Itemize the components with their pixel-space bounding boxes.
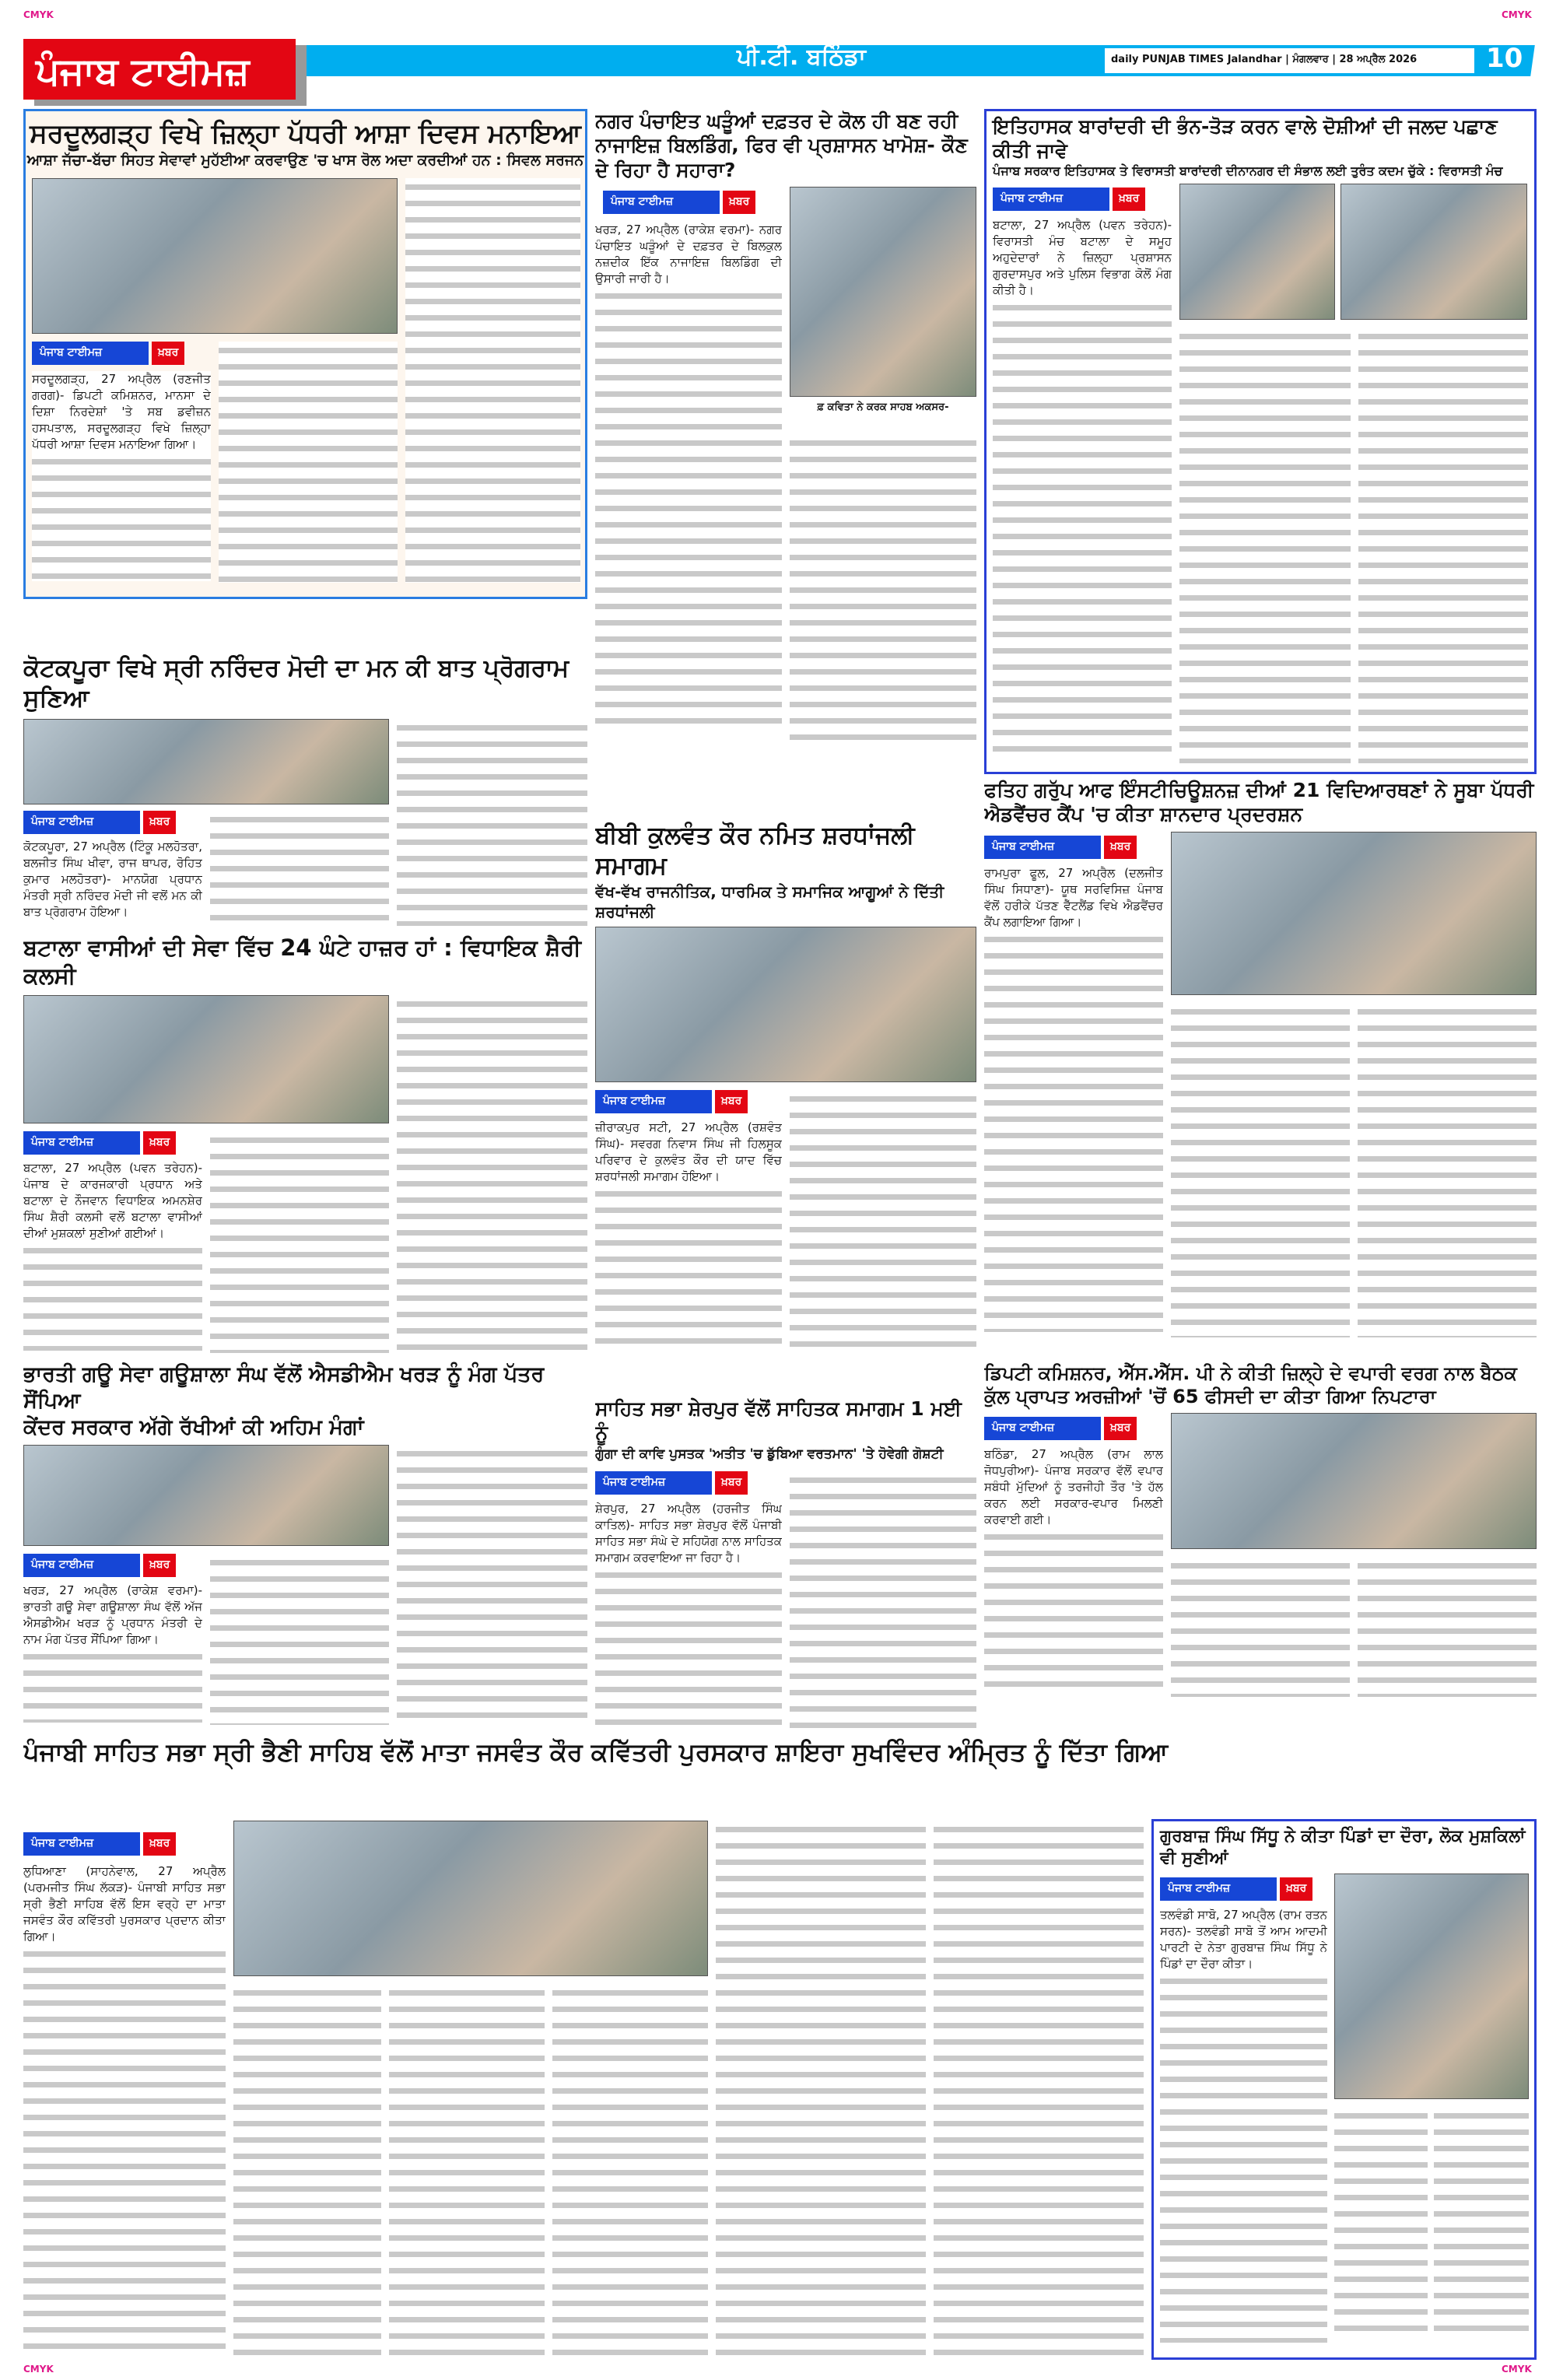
page-number: 10: [1486, 43, 1523, 74]
news-tag: [1160, 1877, 1312, 1901]
tag-label: ਖ਼ਬਰ: [1280, 1877, 1312, 1901]
body-text: [210, 1554, 389, 1725]
news-tag: [993, 188, 1145, 211]
body-text: [1160, 1907, 1327, 2343]
body-text: [219, 342, 398, 583]
cmyk-mark: CMYK: [23, 2364, 54, 2375]
body-text: [23, 1583, 202, 1723]
body-text: [405, 178, 580, 583]
subheadline: ਕੁੱਲ ਪ੍ਰਾਪਤ ਅਰਜ਼ੀਆਂ 'ਚੋਂ 65 ਫੀਸਦੀ ਦਾ ਕੀਤਾ ਗਿਆ ਨਿਪਟਾਰਾ: [984, 1386, 1436, 1407]
article-baradari: [984, 109, 1537, 774]
article-dc-meeting: [984, 1362, 1537, 1731]
headline: ਨਗਰ ਪੰਚਾਇਤ ਘੜੂੰਆਂ ਦਫ਼ਤਰ ਦੇ ਕੋਲ ਹੀ ਬਣ ਰਹੀ ਨਾਜਾਇਜ਼ ਬਿਲਡਿੰਗ, ਫਿਰ ਵੀ ਪ੍ਰਸ਼ਾਸਨ ਖਾਮੋਸ਼- ਕੌਣ ਦੇ ਰਿਹਾ ਹੈ ਸਹਾਰਾ?: [595, 110, 968, 181]
article-sahit-sabha-sherpur: [595, 1397, 976, 1731]
body-text: [233, 1984, 381, 2357]
masthead-logo: ਪੰਜਾਬ ਟਾਈਮਜ਼: [23, 39, 296, 100]
body-text: [210, 1131, 389, 1353]
body-text: [552, 1984, 708, 2357]
photo: [1171, 1413, 1537, 1549]
article-bhaini-sahib: [23, 1817, 1148, 2361]
body-text: [23, 839, 202, 927]
tag-brand: ਪੰਜਾਬ ਟਾਈਮਜ਼: [23, 1131, 140, 1155]
subheadline: ਕੇਂਦਰ ਸਰਕਾਰ ਅੱਗੇ ਰੱਖੀਆਂ ਕੀ ਅਹਿਮ ਮੰਗਾਂ: [23, 1414, 364, 1439]
news-tag: [23, 1832, 176, 1856]
headline: ਗੁਰਬਾਜ਼ ਸਿੰਘ ਸਿੱਧੂ ਨੇ ਕੀਤਾ ਪਿੰਡਾਂ ਦਾ ਦੌਰਾ, ਲੋਕ ਮੁਸ਼ਕਿਲਾਂ ਵੀ ਸੁਣੀਆਂ: [1160, 1827, 1526, 1868]
lead: ਲੁਧਿਆਣਾ (ਸਾਹਨੇਵਾਲ, 27 ਅਪ੍ਰੈਲ (ਪਰਮਜੀਤ ਸਿੰਘ ਲੱਕੜ)- ਪੰਜਾਬੀ ਸਾਹਿਤ ਸਭਾ ਸ੍ਰੀ ਭੈਣੀ ਸਾਹਿਬ ਵੱਲੋਂ ਇਸ ਵਰ੍ਹੇ ਦਾ ਮਾਤਾ ਜਸਵੰਤ ਕੌਰ ਕਵਿੱਤਰੀ ਪੁਰਸਕਾਰ ਪ੍ਰਦਾਨ ਕੀਤਾ ਗਿਆ।: [23, 1864, 226, 1944]
news-tag: [984, 836, 1137, 859]
headline: ਬੀਬੀ ਕੁਲਵੰਤ ਕੌਰ ਨਮਿਤ ਸ਼ਰਧਾਂਜਲੀ ਸਮਾਗਮ: [595, 822, 915, 880]
photo: [1179, 184, 1335, 320]
lead: ਸ਼ੇਰਪੁਰ, 27 ਅਪ੍ਰੈਲ (ਹਰਜੀਤ ਸਿੰਘ ਕਾਤਿਲ)- ਸਾਹਿਤ ਸਭਾ ਸ਼ੇਰਪੁਰ ਵੱਲੋਂ ਪੰਜਾਬੀ ਸਾਹਿਤ ਸਭਾ ਸੰਘੇ ਦੇ ਸਹਿਯੋਗ ਨਾਲ ਸਾਹਿਤਕ ਸਮਾਗਮ ਕਰਵਾਇਆ ਜਾ ਰਿਹਾ ਹੈ।: [595, 1501, 782, 1565]
date: 28 ਅਪ੍ਰੈਲ 2026: [1339, 54, 1418, 65]
lead: ਖਰੜ, 27 ਅਪ੍ਰੈਲ (ਰਾਕੇਸ਼ ਵਰਮਾ)- ਭਾਰਤੀ ਗਊ ਸੇਵਾ ਗਊਸ਼ਾਲਾ ਸੰਘ ਵੱਲੋਂ ਅੱਜ ਐਸਡੀਐਮ ਖਰੜ ਨੂੰ ਪ੍ਰਧਾਨ ਮੰਤਰੀ ਦੇ ਨਾਮ ਮੰਗ ਪੱਤਰ ਸੌਂਪਿਆ ਗਿਆ।: [23, 1583, 202, 1647]
body-text: [595, 1501, 782, 1731]
body-text: [1358, 1557, 1537, 1697]
footer-bar: [0, 2364, 1556, 2380]
news-tag: [32, 342, 184, 365]
headline: ਸਾਹਿਤ ਸਭਾ ਸ਼ੇਰਪੁਰ ਵੱਲੋਂ ਸਾਹਿਤਕ ਸਮਾਗਮ 1 ਮਈ ਨੂੰ: [595, 1397, 962, 1445]
body-text: [397, 1445, 587, 1725]
body-text: [1434, 2107, 1529, 2340]
headline: ਡਿਪਟੀ ਕਮਿਸ਼ਨਰ, ਐੱਸ.ਐੱਸ. ਪੀ ਨੇ ਕੀਤੀ ਜ਼ਿਲ੍ਹੇ ਦੇ ਵਪਾਰੀ ਵਰਗ ਨਾਲ ਬੈਠਕ: [984, 1362, 1517, 1384]
tag-brand: ਪੰਜਾਬ ਟਾਈਮਜ਼: [23, 811, 140, 834]
body-text: [984, 1446, 1163, 1695]
tag-label: ਖ਼ਬਰ: [143, 811, 176, 834]
tag-brand: ਪੰਜਾਬ ਟਾਈਮਜ਼: [32, 342, 149, 365]
cmyk-mark: CMYK: [23, 9, 54, 20]
tag-brand: ਪੰਜਾਬ ਟਾਈਮਜ਼: [984, 1417, 1101, 1440]
body-text: [1358, 1003, 1537, 1337]
tag-brand: ਪੰਜਾਬ ਟਾਈਮਜ਼: [23, 1554, 140, 1577]
tag-label: ਖ਼ਬਰ: [715, 1471, 748, 1495]
body-text: [790, 1471, 976, 1731]
headline: ਭਾਰਤੀ ਗਊ ਸੇਵਾ ਗਊਸ਼ਾਲਾ ਸੰਘ ਵੱਲੋਂ ਐਸਡੀਐਮ ਖਰੜ ਨੂੰ ਮੰਗ ਪੱਤਰ ਸੌਂਪਿਆ: [23, 1362, 545, 1413]
article-illegal-building: [595, 109, 976, 770]
photo: [233, 1821, 708, 1976]
tag-label: ਖ਼ਬਰ: [1104, 1417, 1137, 1440]
photo: [23, 719, 389, 804]
subheadline: ਗੁੰਗਾ ਦੀ ਕਾਵਿ ਪੁਸਤਕ 'ਅਤੀਤ 'ਚ ਡੁੱਬਿਆ ਵਰਤਮਾਨ' 'ਤੇ ਹੋਵੇਗੀ ਗੋਸ਼ਟੀ: [595, 1446, 944, 1462]
tag-label: ਖ਼ਬਰ: [143, 1832, 176, 1856]
tag-label: ਖ਼ਬਰ: [715, 1090, 748, 1113]
photo: [790, 187, 976, 397]
tag-label: ਖ਼ਬਰ: [143, 1554, 176, 1577]
lead: ਸਰਦੂਲਗੜ੍ਹ, 27 ਅਪ੍ਰੈਲ (ਰਣਜੀਤ ਗਰਗ)- ਡਿਪਟੀ ਕਮਿਸ਼ਨਰ, ਮਾਨਸਾ ਦੇ ਦਿਸ਼ਾ ਨਿਰਦੇਸ਼ਾਂ 'ਤੇ ਸਬ ਡਵੀਜ਼ਨ ਹਸਪਤਾਲ, ਸਰਦੂਲਗੜ੍ਹ ਵਿਖੇ ਜ਼ਿਲ੍ਹਾ ਪੱਧਰੀ ਆਸ਼ਾ ਦਿਵਸ ਮਨਾਇਆ ਗਿਆ।: [32, 372, 211, 452]
paper-name: daily PUNJAB TIMES Jalandhar: [1111, 54, 1282, 65]
headline: ਪੰਜਾਬੀ ਸਾਹਿਤ ਸਭਾ ਸ੍ਰੀ ਭੈਣੀ ਸਾਹਿਬ ਵੱਲੋਂ ਮਾਤਾ ਜਸਵੰਤ ਕੌਰ ਕਵਿੱਤਰੀ ਪੁਰਸਕਾਰ ਸ਼ਾਇਰਾ ਸੁਖਵਿੰਦਰ ਅੰਮ੍ਰਿਤ ਨੂੰ ਦਿੱਤਾ ਗਿਆ: [23, 1737, 1169, 1767]
news-tag: [23, 1131, 176, 1155]
body-text: [389, 1984, 545, 2357]
tag-brand: ਪੰਜਾਬ ਟਾਈਮਜ਼: [603, 191, 720, 214]
article-bhaini-sahib-headline: [23, 1737, 1537, 1814]
subheadline: ਵੱਖ-ਵੱਖ ਰਾਜਨੀਤਿਕ, ਧਾਰਮਿਕ ਤੇ ਸਮਾਜਿਕ ਆਗੂਆਂ ਨੇ ਦਿੱਤੀ ਸ਼ਰਧਾਂਜਲੀ: [595, 882, 944, 921]
lead: ਬਟਾਲਾ, 27 ਅਪ੍ਰੈਲ (ਪਵਨ ਤਰੇਹਨ)- ਵਿਰਾਸਤੀ ਮੰਚ ਬਟਾਲਾ ਦੇ ਸਮੂਹ ਅਹੁਦੇਦਾਰਾਂ ਨੇ ਜ਼ਿਲ੍ਹਾ ਪ੍ਰਸ਼ਾਸਨ ਗੁਰਦਾਸਪੁਰ ਅਤੇ ਪੁਲਿਸ ਵਿਭਾਗ ਕੋਲੋਂ ਮੰਗ ਕੀਤੀ ਹੈ।: [993, 218, 1172, 298]
news-tag: [23, 811, 176, 834]
tag-brand: ਪੰਜਾਬ ਟਾਈਮਜ਼: [984, 836, 1101, 859]
photo: [1334, 1874, 1529, 2099]
cmyk-mark: CMYK: [1502, 9, 1532, 20]
tag-label: ਖ਼ਬਰ: [152, 342, 184, 365]
lead: ਜ਼ੀਰਾਕਪੁਰ ਸਟੀ, 27 ਅਪ੍ਰੈਲ (ਰਸ਼ਵੰਤ ਸਿੰਘ)- ਸਵਰਗ ਨਿਵਾਸ ਸਿੰਘ ਜੀ ਹਿਲਸੂਕ ਪਰਿਵਾਰ ਦੇ ਕੁਲਵੰਤ ਕੌਰ ਦੀ ਯਾਦ ਵਿੱਚ ਸ਼ਰਧਾਂਜਲੀ ਸਮਾਗਮ ਹੋਇਆ।: [595, 1120, 782, 1183]
photo: [1171, 832, 1537, 995]
headline: ਫਤਿਹ ਗਰੁੱਪ ਆਫ ਇੰਸਟੀਚਿਊਸ਼ਨਜ਼ ਦੀਆਂ 21 ਵਿਦਿਆਰਥਣਾਂ ਨੇ ਸੂਬਾ ਪੱਧਰੀ ਐਡਵੈਂਚਰ ਕੈਂਪ 'ਚ ਕੀਤਾ ਸ਼ਾਨਦਾਰ ਪ੍ਰਦਰਸ਼ਨ: [984, 779, 1534, 826]
body-text: [595, 222, 782, 727]
news-tag: [595, 1090, 748, 1113]
photo-caption: ਫ਼ ਕਵਿਤਾ ਨੇ ਕਰਕ ਸਾਹਬ ਅਕਸਰ-: [817, 401, 949, 413]
photo: [23, 1445, 389, 1546]
cmyk-mark: CMYK: [1502, 2364, 1532, 2375]
lead: ਰਾਮਪੁਰਾ ਫੂਲ, 27 ਅਪ੍ਰੈਲ (ਦਲਜੀਤ ਸਿੰਘ ਸਿਧਾਣਾ)- ਯੂਥ ਸਰਵਿਸਿਜ਼ ਪੰਜਾਬ ਵੱਲੋਂ ਹਰੀਕੇ ਪੱਤਣ ਵੈੱਟਲੈਂਡ ਵਿਖੇ ਐਡਵੈਂਚਰ ਕੈਂਪ ਲਗਾਇਆ ਗਿਆ।: [984, 865, 1163, 929]
body-text: [23, 1863, 226, 2357]
headline: ਇਤਿਹਾਸਕ ਬਾਰਾਂਦਰੀ ਦੀ ਭੰਨ-ਤੋੜ ਕਰਨ ਵਾਲੇ ਦੋਸ਼ੀਆਂ ਦੀ ਜਲਦ ਪਛਾਣ ਕੀਤੀ ਜਾਵੇ: [993, 115, 1498, 163]
tag-label: ਖ਼ਬਰ: [143, 1131, 176, 1155]
lead: ਖਰੜ, 27 ਅਪ੍ਰੈਲ (ਰਾਕੇਸ਼ ਵਰਮਾ)- ਨਗਰ ਪੰਚਾਇਤ ਘੜੂੰਆਂ ਦੇ ਦਫ਼ਤਰ ਦੇ ਬਿਲਕੁਲ ਨਜ਼ਦੀਕ ਇੱਕ ਨਾਜਾਇਜ਼ ਬਿਲਡਿੰਗ ਦੀ ਉਸਾਰੀ ਜਾਰੀ ਹੈ।: [595, 222, 782, 286]
photo: [595, 927, 976, 1082]
headline: ਸਰਦੂਲਗੜ੍ਹ ਵਿਖੇ ਜ਼ਿਲ੍ਹਾ ਪੱਧਰੀ ਆਸ਼ਾ ਦਿਵਸ ਮਨਾਇਆ: [30, 118, 581, 149]
headline: ਕੋਟਕਪੂਰਾ ਵਿਖੇ ਸ੍ਰੀ ਨਰਿੰਦਰ ਮੋਦੀ ਦਾ ਮਨ ਕੀ ਬਾਤ ਪ੍ਰੋਗਰਾਮ ਸੁਣਿਆ: [23, 654, 569, 713]
article-tribute: [595, 821, 976, 1350]
tag-brand: ਪੰਜਾਬ ਟਾਈਮਜ਼: [993, 188, 1109, 211]
photo: [1340, 184, 1527, 320]
body-text: [1358, 328, 1528, 763]
photo: [32, 178, 398, 334]
article-adventure-camp: [984, 778, 1537, 1358]
subheadline: ਆਸ਼ਾ ਜੱਚਾ-ਬੱਚਾ ਸਿਹਤ ਸੇਵਾਵਾਂ ਮੁਹੱਈਆ ਕਰਵਾਉਣ 'ਚ ਖਾਸ ਰੋਲ ਅਦਾ ਕਰਦੀਆਂ ਹਨ : ਸਿਵਲ ਸਰਜਨ: [26, 151, 584, 169]
tag-brand: ਪੰਜਾਬ ਟਾਈਮਜ਼: [1160, 1877, 1277, 1901]
body-text: [790, 434, 976, 745]
news-tag: [595, 1471, 748, 1495]
tag-label: ਖ਼ਬਰ: [1104, 836, 1137, 859]
dateline: daily PUNJAB TIMES Jalandhar | ਮੰਗਲਵਾਰ | 28 ਅਪ੍ਰੈਲ 2026: [1105, 48, 1474, 73]
body-text: [1171, 1557, 1350, 1697]
news-tag: [984, 1417, 1137, 1440]
body-text: [32, 371, 211, 581]
article-gurbaz-singh: [1151, 1819, 1537, 2360]
body-text: [1179, 328, 1351, 763]
article-mann-ki-baat: [23, 654, 587, 926]
body-text: [595, 1120, 782, 1351]
body-text: [993, 217, 1172, 762]
tag-brand: ਪੰਜਾਬ ਟਾਈਮਜ਼: [23, 1832, 140, 1856]
body-text: [934, 1821, 1144, 2357]
body-text: [716, 1821, 926, 2357]
body-text: [1171, 1003, 1350, 1337]
lead: ਤਲਵੰਡੀ ਸਾਬੋ, 27 ਅਪ੍ਰੈਲ (ਰਾਮ ਰਤਨ ਸਰਨ)- ਤਲਵੰਡੀ ਸਾਬੋ ਤੋਂ ਆਮ ਆਦਮੀ ਪਾਰਟੀ ਦੇ ਨੇਤਾ ਗੁਰਬਾਜ਼ ਸਿੰਘ ਸਿੱਧੂ ਨੇ ਪਿੰਡਾਂ ਦਾ ਦੌਰਾ ਕੀਤਾ।: [1160, 1908, 1327, 1971]
body-text: [790, 1090, 976, 1351]
lead: ਬਠਿੰਡਾ, 27 ਅਪ੍ਰੈਲ (ਰਾਮ ਲਾਲ ਜੋਧਪੁਰੀਆ)- ਪੰਜਾਬ ਸਰਕਾਰ ਵੱਲੋਂ ਵਪਾਰ ਸਬੰਧੀ ਮੁੱਦਿਆਂ ਨੂੰ ਤਰਜੀਹੀ ਤੌਰ 'ਤੇ ਹੱਲ ਕਰਨ ਲਈ ਸਰਕਾਰ-ਵਪਾਰ ਮਿਲਣੀ ਕਰਵਾਈ ਗਈ।: [984, 1447, 1163, 1526]
body-text: [984, 865, 1163, 1332]
tag-label: ਖ਼ਬਰ: [1113, 188, 1145, 211]
tag-label: ਖ਼ਬਰ: [723, 191, 755, 214]
edition-title: ਪੀ.ਟੀ. ਬਠਿੰਡਾ: [736, 44, 867, 71]
article-gau-seva: [23, 1362, 587, 1727]
body-text: [1334, 2107, 1428, 2340]
day: ਮੰਗਲਵਾਰ: [1292, 54, 1329, 65]
headline: ਬਟਾਲਾ ਵਾਸੀਆਂ ਦੀ ਸੇਵਾ ਵਿੱਚ 24 ਘੰਟੇ ਹਾਜ਼ਰ ਹਾਂ : ਵਿਧਾਇਕ ਸ਼ੈਰੀ ਕਲਸੀ: [23, 934, 581, 990]
news-tag: [603, 191, 755, 214]
subheadline: ਪੰਜਾਬ ਸਰਕਾਰ ਇਤਿਹਾਸਕ ਤੇ ਵਿਰਾਸਤੀ ਬਾਰਾਂਦਰੀ ਦੀਨਾਨਗਰ ਦੀ ਸੰਭਾਲ ਲਈ ਤੁਰੰਤ ਕਦਮ ਚੁੱਕੇ : ਵਿਰਾਸਤੀ ਮੰਚ: [993, 163, 1503, 178]
body-text: [397, 995, 587, 1353]
tag-brand: ਪੰਜਾਬ ਟਾਈਮਜ਼: [595, 1471, 712, 1495]
body-text: [23, 1160, 202, 1351]
article-asha-day: [23, 109, 587, 599]
article-batala: [23, 934, 587, 1354]
lead: ਕੋਟਕਪੂਰਾ, 27 ਅਪ੍ਰੈਲ (ਟਿੰਕੂ ਮਲਹੋਤਰਾ, ਬਲਜੀਤ ਸਿੰਘ ਖੀਵਾ, ਰਾਜ ਥਾਪਰ, ਰੋਹਿਤ ਕੁਮਾਰ ਮਲਹੋਤਰਾ)- ਮਾਨਯੋਗ ਪ੍ਰਧਾਨ ਮੰਤਰੀ ਸ੍ਰੀ ਨਰਿੰਦਰ ਮੋਦੀ ਜੀ ਵਲੋਂ ਮਨ ਕੀ ਬਾਤ ਪ੍ਰੋਗਰਾਮ ਹੋਇਆ।: [23, 839, 202, 919]
body-text: [210, 811, 389, 927]
body-text: [397, 719, 587, 927]
tag-brand: ਪੰਜਾਬ ਟਾਈਮਜ਼: [595, 1090, 712, 1113]
news-tag: [23, 1554, 176, 1577]
lead: ਬਟਾਲਾ, 27 ਅਪ੍ਰੈਲ (ਪਵਨ ਤਰੇਹਨ)- ਪੰਜਾਬ ਦੇ ਕਾਰਜਕਾਰੀ ਪ੍ਰਧਾਨ ਅਤੇ ਬਟਾਲਾ ਦੇ ਨੌਜਵਾਨ ਵਿਧਾਇਕ ਅਮਨਸ਼ੇਰ ਸਿੰਘ ਸ਼ੈਰੀ ਕਲਸੀ ਵਲੋਂ ਬਟਾਲਾ ਵਾਸੀਆਂ ਦੀਆਂ ਮੁਸ਼ਕਲਾਂ ਸੁਣੀਆਂ ਗਈਆਂ।: [23, 1160, 202, 1240]
photo: [23, 995, 389, 1123]
